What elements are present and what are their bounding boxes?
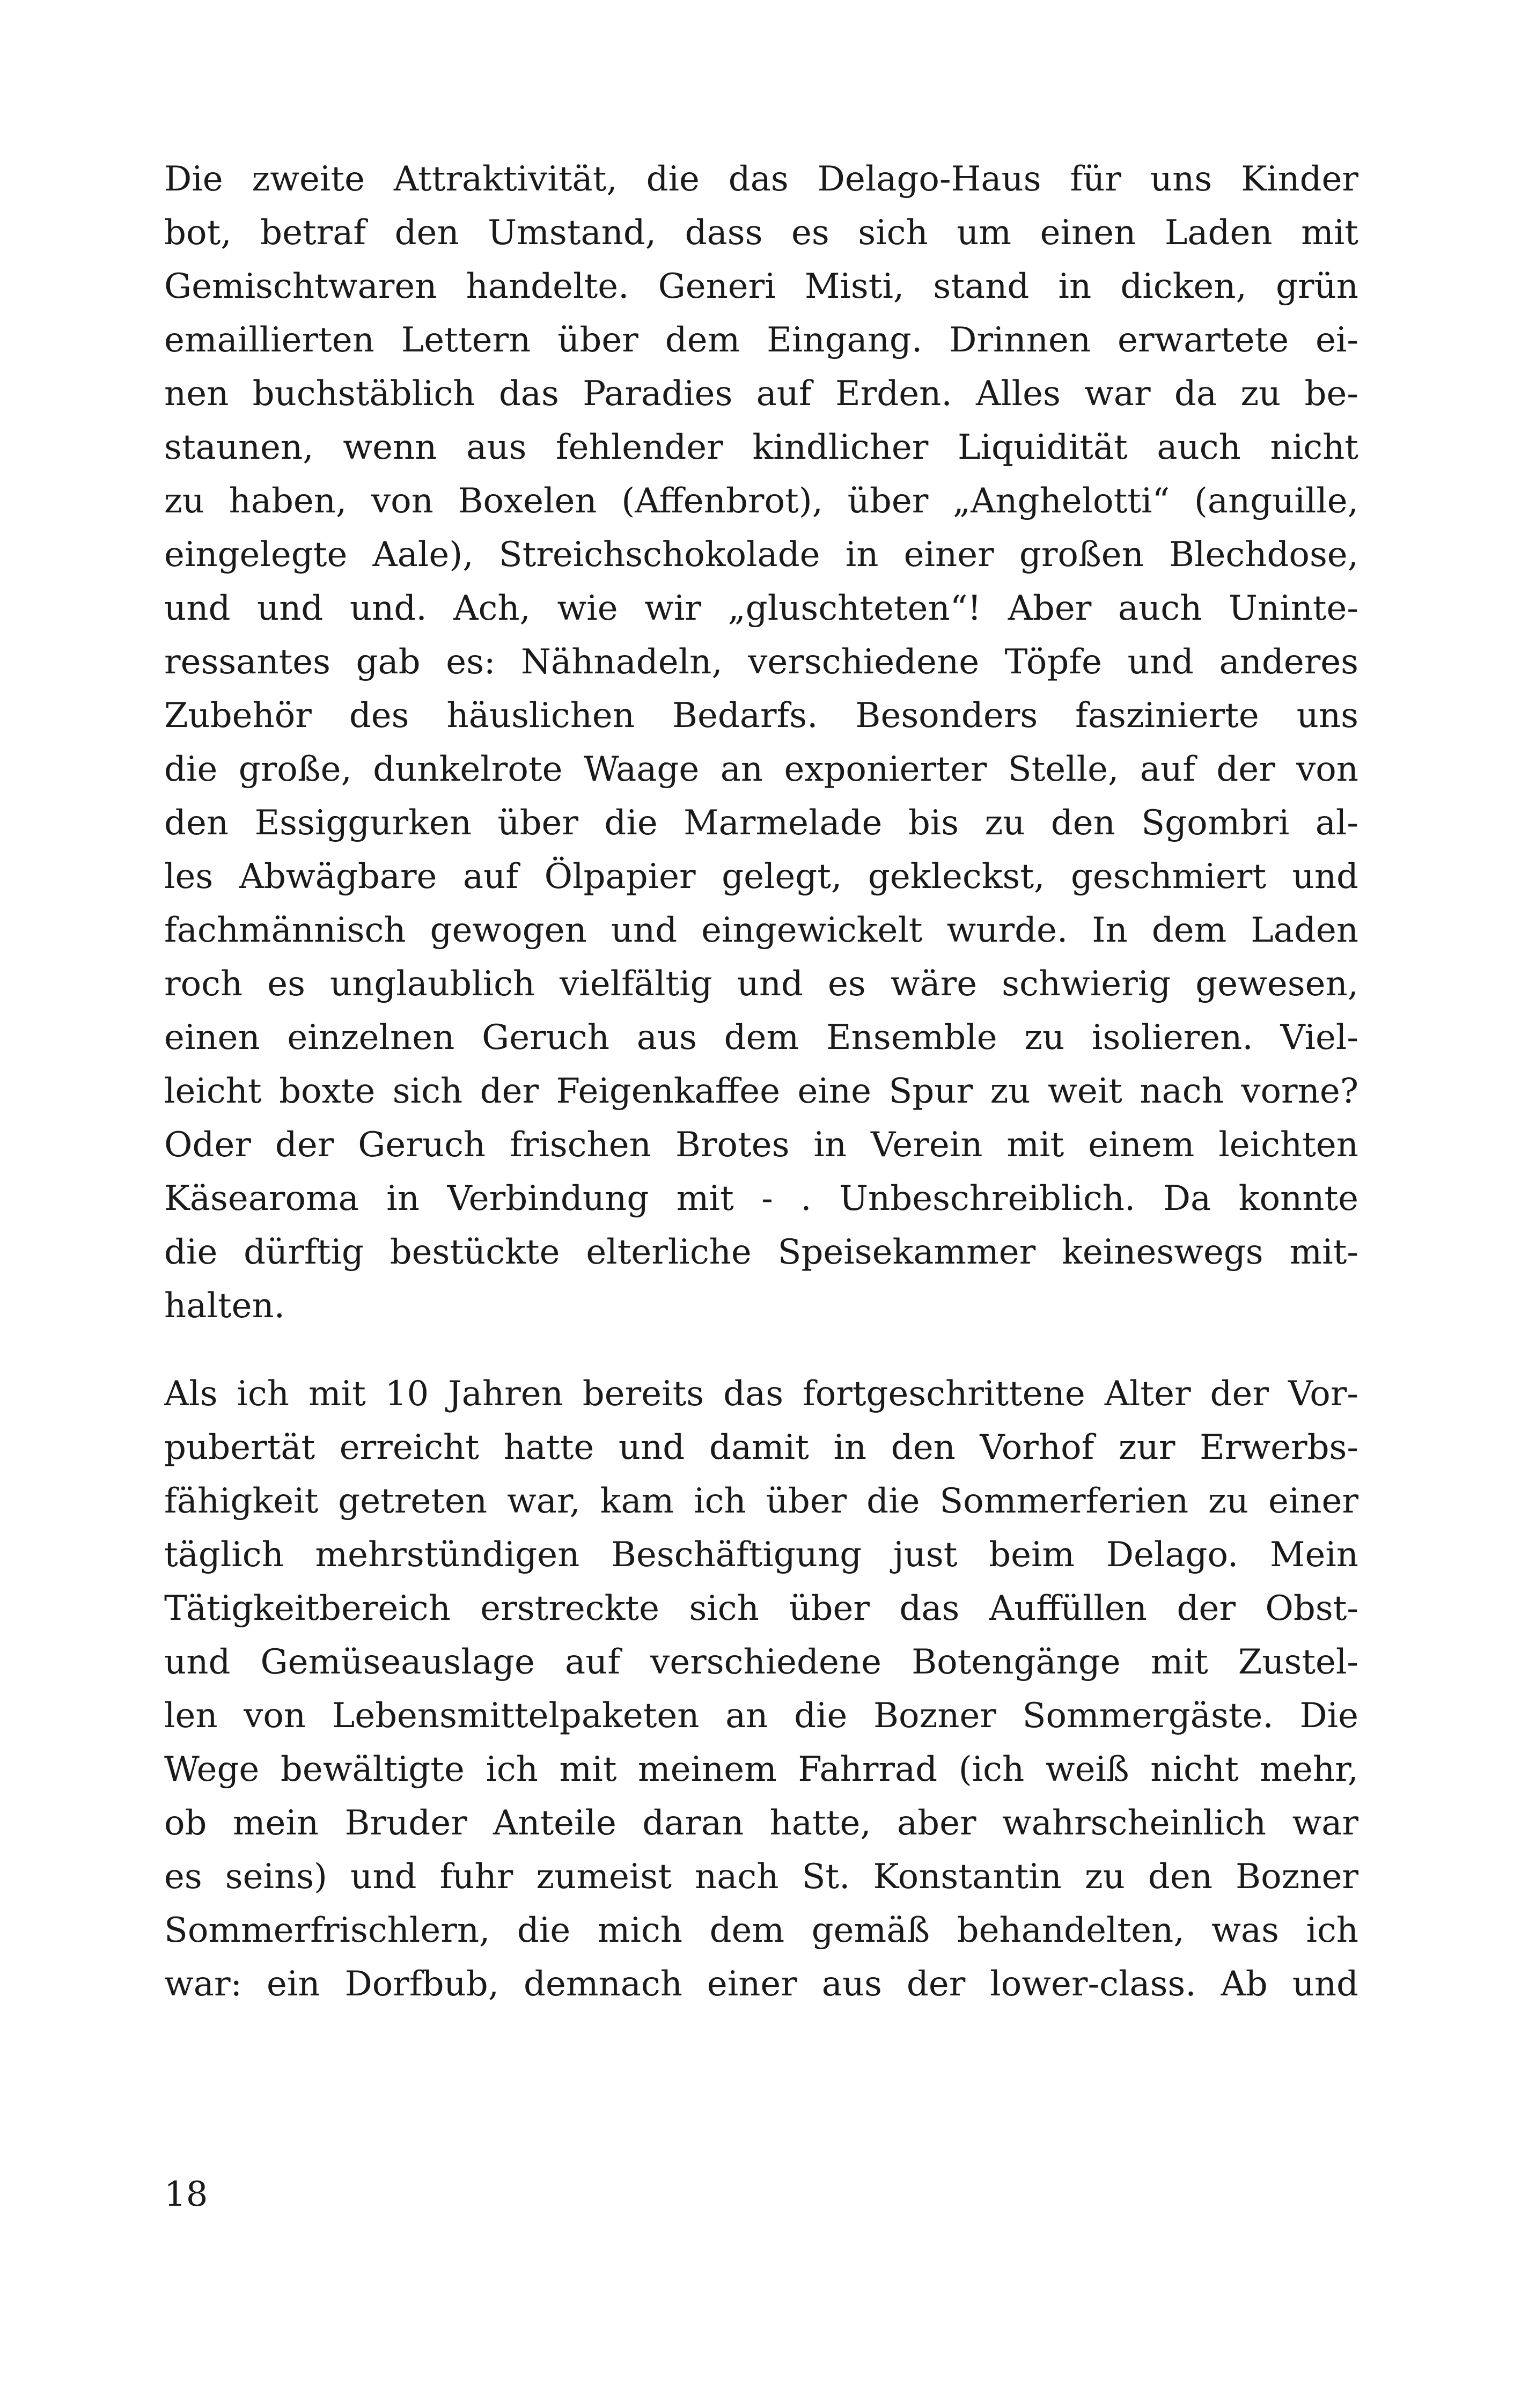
text-line: Sommerfrischlern, die mich dem gemäß behandelten, was ich <box>164 1911 1358 1950</box>
text-line: Als ich mit 10 Jahren bereits das fortgeschrittene Alter der Vor- <box>164 1374 1358 1414</box>
text-line: und Gemüseauslage auf verschiedene Botengänge mit Zustel- <box>164 1642 1358 1682</box>
text-line: Käsearoma in Verbindung mit - . Unbeschreiblich. Da konnte <box>164 1179 1358 1218</box>
text-line: halten. <box>164 1286 285 1326</box>
text-line: und und und. Ach, wie wir „gluschteten“! Aber auch Uninte- <box>164 589 1358 628</box>
text-line: den Essiggurken über die Marmelade bis zu den Sgombri al- <box>164 803 1358 843</box>
text-line: roch es unglaublich vielfältig und es wäre schwierig gewesen, <box>164 964 1358 1004</box>
text-line: ob mein Bruder Anteile daran hatte, aber wahrscheinlich war <box>164 1803 1358 1843</box>
text-line: leicht boxte sich der Feigenkaffee eine Spur zu weit nach vorne? <box>164 1071 1358 1111</box>
text-line: Oder der Geruch frischen Brotes in Verein mit einem leichten <box>164 1125 1358 1165</box>
text-line: eingelegte Aale), Streichschokolade in einer großen Blechdose, <box>164 535 1358 575</box>
text-line: die dürftig bestückte elterliche Speisekammer keineswegs mit- <box>164 1232 1358 1272</box>
text-line: nen buchstäblich das Paradies auf Erden. Alles war da zu be- <box>164 374 1358 414</box>
text-line: len von Lebensmittelpaketen an die Bozner Sommergäste. Die <box>164 1696 1358 1736</box>
text-line: ressantes gab es: Nähnadeln, verschiedene Töpfe und anderes <box>164 642 1358 682</box>
text-line: Tätigkeitbereich erstreckte sich über das Auffüllen der Obst- <box>164 1589 1358 1628</box>
text-line: täglich mehrstündigen Beschäftigung just beim Delago. Mein <box>164 1535 1358 1575</box>
text-line: Zubehör des häuslichen Bedarfs. Besonders faszinierte uns <box>164 696 1358 736</box>
text-line: fachmännisch gewogen und eingewickelt wurde. In dem Laden <box>164 911 1358 950</box>
text-line: Gemischtwaren handelte. Generi Misti, stand in dicken, grün <box>164 267 1358 306</box>
text-line: Die zweite Attraktivität, die das Delago-Haus für uns Kinder <box>164 159 1358 199</box>
text-line: staunen, wenn aus fehlender kindlicher Liquidität auch nicht <box>164 428 1358 467</box>
paragraph-2 <box>164 1367 1358 2011</box>
text-line: einen einzelnen Geruch aus dem Ensemble zu isolieren. Viel- <box>164 1018 1358 1058</box>
paragraph-gap <box>164 1333 1358 1367</box>
text-line: die große, dunkelrote Waage an exponierter Stelle, auf der von <box>164 750 1358 789</box>
text-line: Wege bewältigte ich mit meinem Fahrrad (ich weiß nicht mehr, <box>164 1750 1358 1789</box>
body-text <box>164 152 1358 2011</box>
text-line: fähigkeit getreten war, kam ich über die Sommerferien zu einer <box>164 1481 1358 1521</box>
page-number: 18 <box>164 2175 208 2214</box>
text-line: es seins) und fuhr zumeist nach St. Konstantin zu den Bozner <box>164 1857 1358 1897</box>
text-line: pubertät erreicht hatte und damit in den Vorhof zur Erwerbs- <box>164 1428 1358 1467</box>
text-line: emaillierten Lettern über dem Eingang. Drinnen erwartete ei- <box>164 320 1358 360</box>
paragraph-1 <box>164 152 1358 1333</box>
text-line: les Abwägbare auf Ölpapier gelegt, gekleckst, geschmiert und <box>164 857 1358 897</box>
text-line: zu haben, von Boxelen (Affenbrot), über „Anghelotti“ (anguille, <box>164 481 1358 521</box>
text-line: bot, betraf den Umstand, dass es sich um einen Laden mit <box>164 213 1358 253</box>
text-line: war: ein Dorfbub, demnach einer aus der lower-class. Ab und <box>164 1964 1358 2004</box>
